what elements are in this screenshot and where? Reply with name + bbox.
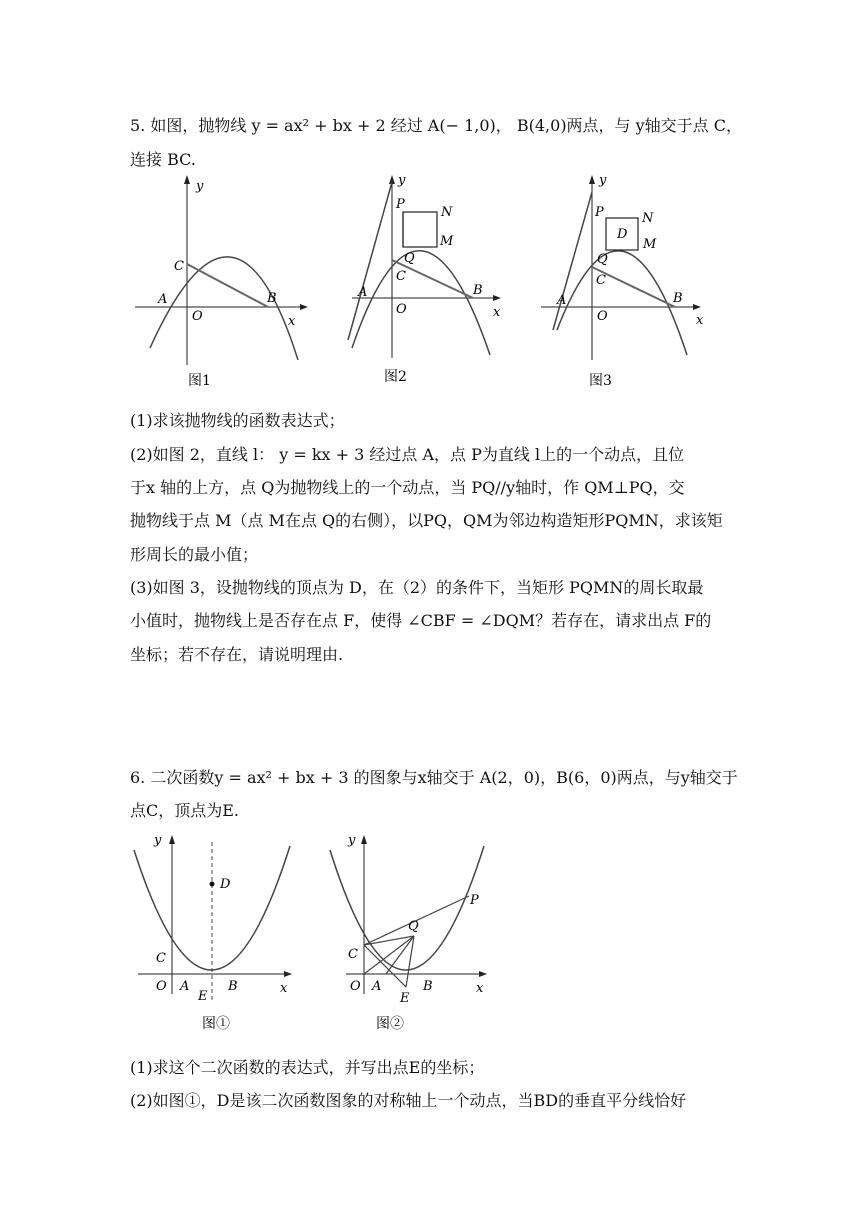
p5f3-label-P: P [595,205,604,220]
p5f3-label-M: M [643,237,657,252]
p5f3-label-Q: Q [597,252,608,267]
p5f2-label-y: y [398,173,406,188]
p6f2-label-P: P [470,893,479,908]
p5f2-label-Q: Q [404,251,415,266]
p5f2-label-A: A [358,285,368,300]
p6-q1: (1)求这个二次函数的表达式，并写出点E的坐标； [130,1058,485,1077]
p6f1-caption: 图① [202,1016,230,1032]
p5-figure-2 [340,170,520,390]
p6f1-label-D: D [220,877,231,892]
p5f3-label-A: A [557,293,567,308]
p6f2-label-C: C [348,947,358,962]
p6-line-2: 点C，顶点为E. [130,801,240,820]
p6f2-label-O: O [350,979,361,994]
p5f3-label-B: B [673,291,683,306]
p6-figure-1 [128,822,303,1037]
p5f1-label-y: y [196,179,204,194]
p5f2-label-M: M [440,234,454,249]
p5f3-label-y: y [599,173,607,188]
p5f3-label-C: C [596,273,606,288]
p5f3-label-x: x [696,313,704,328]
p5-q3-line-2: 小值时，抛物线上是否存在点 F，使得 ∠CBF = ∠DQM？若存在，请求出点 F的 [130,611,712,630]
p5f2-label-P: P [396,197,405,212]
p5f2-label-x: x [493,305,501,320]
p5f3-label-O: O [597,309,608,324]
p5f1-label-C: C [174,259,184,274]
p6f2-label-y: y [348,833,356,848]
p6f2-label-E: E [400,991,410,1006]
p5f3-caption: 图3 [589,373,612,389]
p5f1-label-x: x [288,314,296,329]
p6f1-label-E: E [198,989,208,1004]
p6f2-label-x: x [476,981,484,996]
p5f1-label-A: A [158,292,168,307]
p6f2-label-A: A [372,979,382,994]
p6f1-label-y: y [154,833,162,848]
p5f2-caption: 图2 [384,369,407,385]
p6f2-caption: 图② [376,1016,404,1032]
p6f1-label-x: x [280,981,288,996]
p5f2-label-N: N [441,205,453,220]
p5-q3-line-3: 坐标；若不存在，请说明理由. [130,645,344,664]
p5f2-label-C: C [396,269,406,284]
p6f1-label-C: C [156,951,166,966]
p5f1-label-O: O [192,309,203,324]
p6-q2-line-1: (2)如图①，D是该二次函数图象的对称轴上一个动点，当BD的垂直平分线恰好 [130,1091,687,1110]
p5-figure-1 [130,170,310,390]
p5f3-label-D: D [617,227,628,242]
p5-q2-line-2: 于x 轴的上方，点 Q为抛物线上的一个动点，当 PQ//y轴时，作 QM⊥PQ，交 [130,478,685,497]
p5f2-label-O: O [396,302,407,317]
p6f2-label-B: B [423,979,433,994]
p5f3-label-N: N [642,211,654,226]
p6f2-label-Q: Q [408,919,419,934]
p5-line-2: 连接 BC. [130,150,196,169]
p6f1-label-A: A [180,979,190,994]
p5-q2-line-3: 抛物线于点 M（点 M在点 Q的右侧），以PQ，QM为邻边构造矩形PQMN，求该矩 [130,511,723,530]
p5-q2-line-4: 形周长的最小值； [130,545,259,564]
p5-figure-3 [535,170,715,390]
p5-q3-line-1: (3)如图 3，设抛物线的顶点为 D，在（2）的条件下，当矩形 PQMN的周长取最 [130,578,704,597]
p5-q1: (1)求该抛物线的函数表达式； [130,411,345,430]
p5-line-1: 5. 如图，抛物线 y = ax² + bx + 2 经过 A(− 1,0)， B(4,0)两点，与 y轴交于点 C， [130,116,743,135]
p6-line-1: 6. 二次函数y = ax² + bx + 3 的图象与x轴交于 A(2，0)，B(6，0)两点，与y轴交于 [130,768,738,787]
p5-q2-line-1: (2)如图 2，直线 l： y = kx + 3 经过点 A，点 P为直线 l上的一个动点，且位 [130,445,685,464]
p5f1-label-B: B [267,291,277,306]
p5f2-label-B: B [473,283,483,298]
p6-figure-2 [326,822,501,1037]
p6f1-label-O: O [156,979,167,994]
p6f1-label-B: B [228,979,238,994]
p5f1-caption: 图1 [188,373,211,389]
